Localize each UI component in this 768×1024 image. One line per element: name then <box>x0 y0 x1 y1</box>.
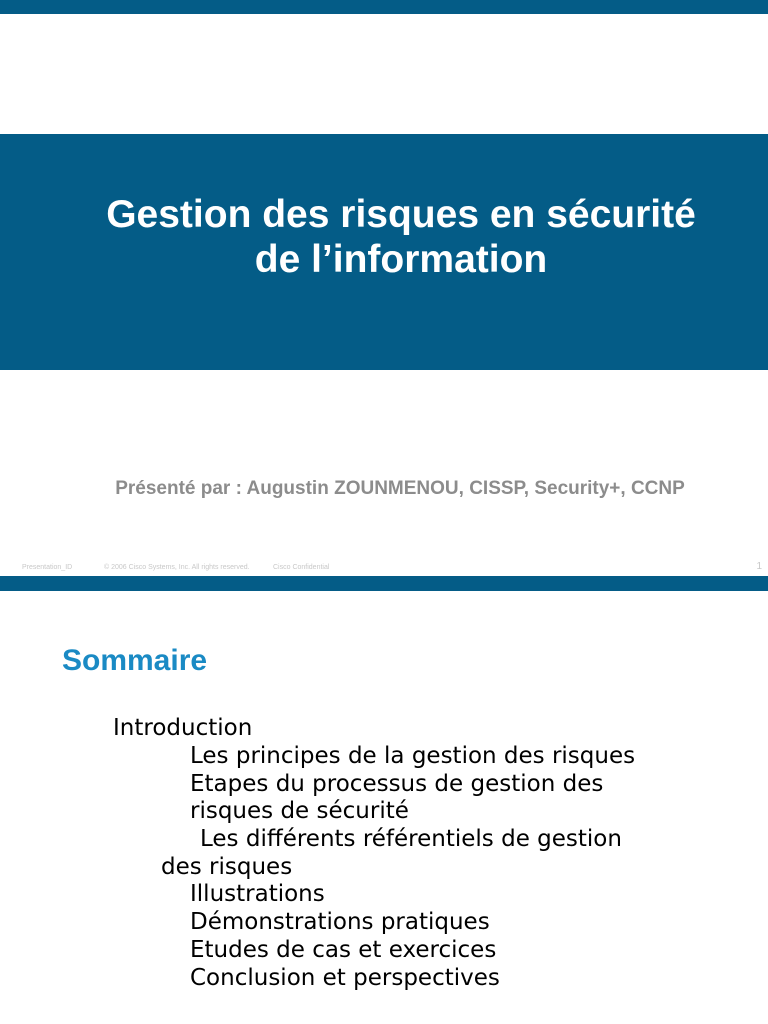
agenda-item: Démonstrations pratiques <box>190 909 490 935</box>
agenda-item: Etudes de cas et exercices <box>190 937 497 963</box>
title-line-1: Gestion des risques en sécurité <box>106 193 696 236</box>
agenda-item: Introduction <box>113 715 253 741</box>
agenda-list <box>0 576 768 1024</box>
presenter-line: Présenté par : Augustin ZOUNMENOU, CISSP, Security+, CCNP <box>115 478 685 499</box>
agenda-item: des risques <box>161 854 293 880</box>
slide-top-bar <box>0 0 768 14</box>
agenda-item: Etapes du processus de gestion des <box>190 771 604 797</box>
agenda-item: Les principes de la gestion des risques <box>190 743 636 769</box>
footer-presentation-id: Presentation_ID <box>22 564 73 571</box>
slide-title <box>40 192 762 282</box>
title-line-2: de l’information <box>254 238 548 281</box>
agenda-heading: Sommaire <box>62 644 208 677</box>
footer-confidential: Cisco Confidential <box>273 564 330 571</box>
agenda-slide <box>0 576 768 1024</box>
footer-copyright: © 2006 Cisco Systems, Inc. All rights reserved. <box>104 564 250 571</box>
agenda-item: Conclusion et perspectives <box>190 965 500 991</box>
agenda-item: risques de sécurité <box>190 798 409 824</box>
agenda-item: Illustrations <box>190 881 325 907</box>
agenda-item: Les différents référentiels de gestion <box>200 826 622 852</box>
page-number: 1 <box>756 561 762 572</box>
